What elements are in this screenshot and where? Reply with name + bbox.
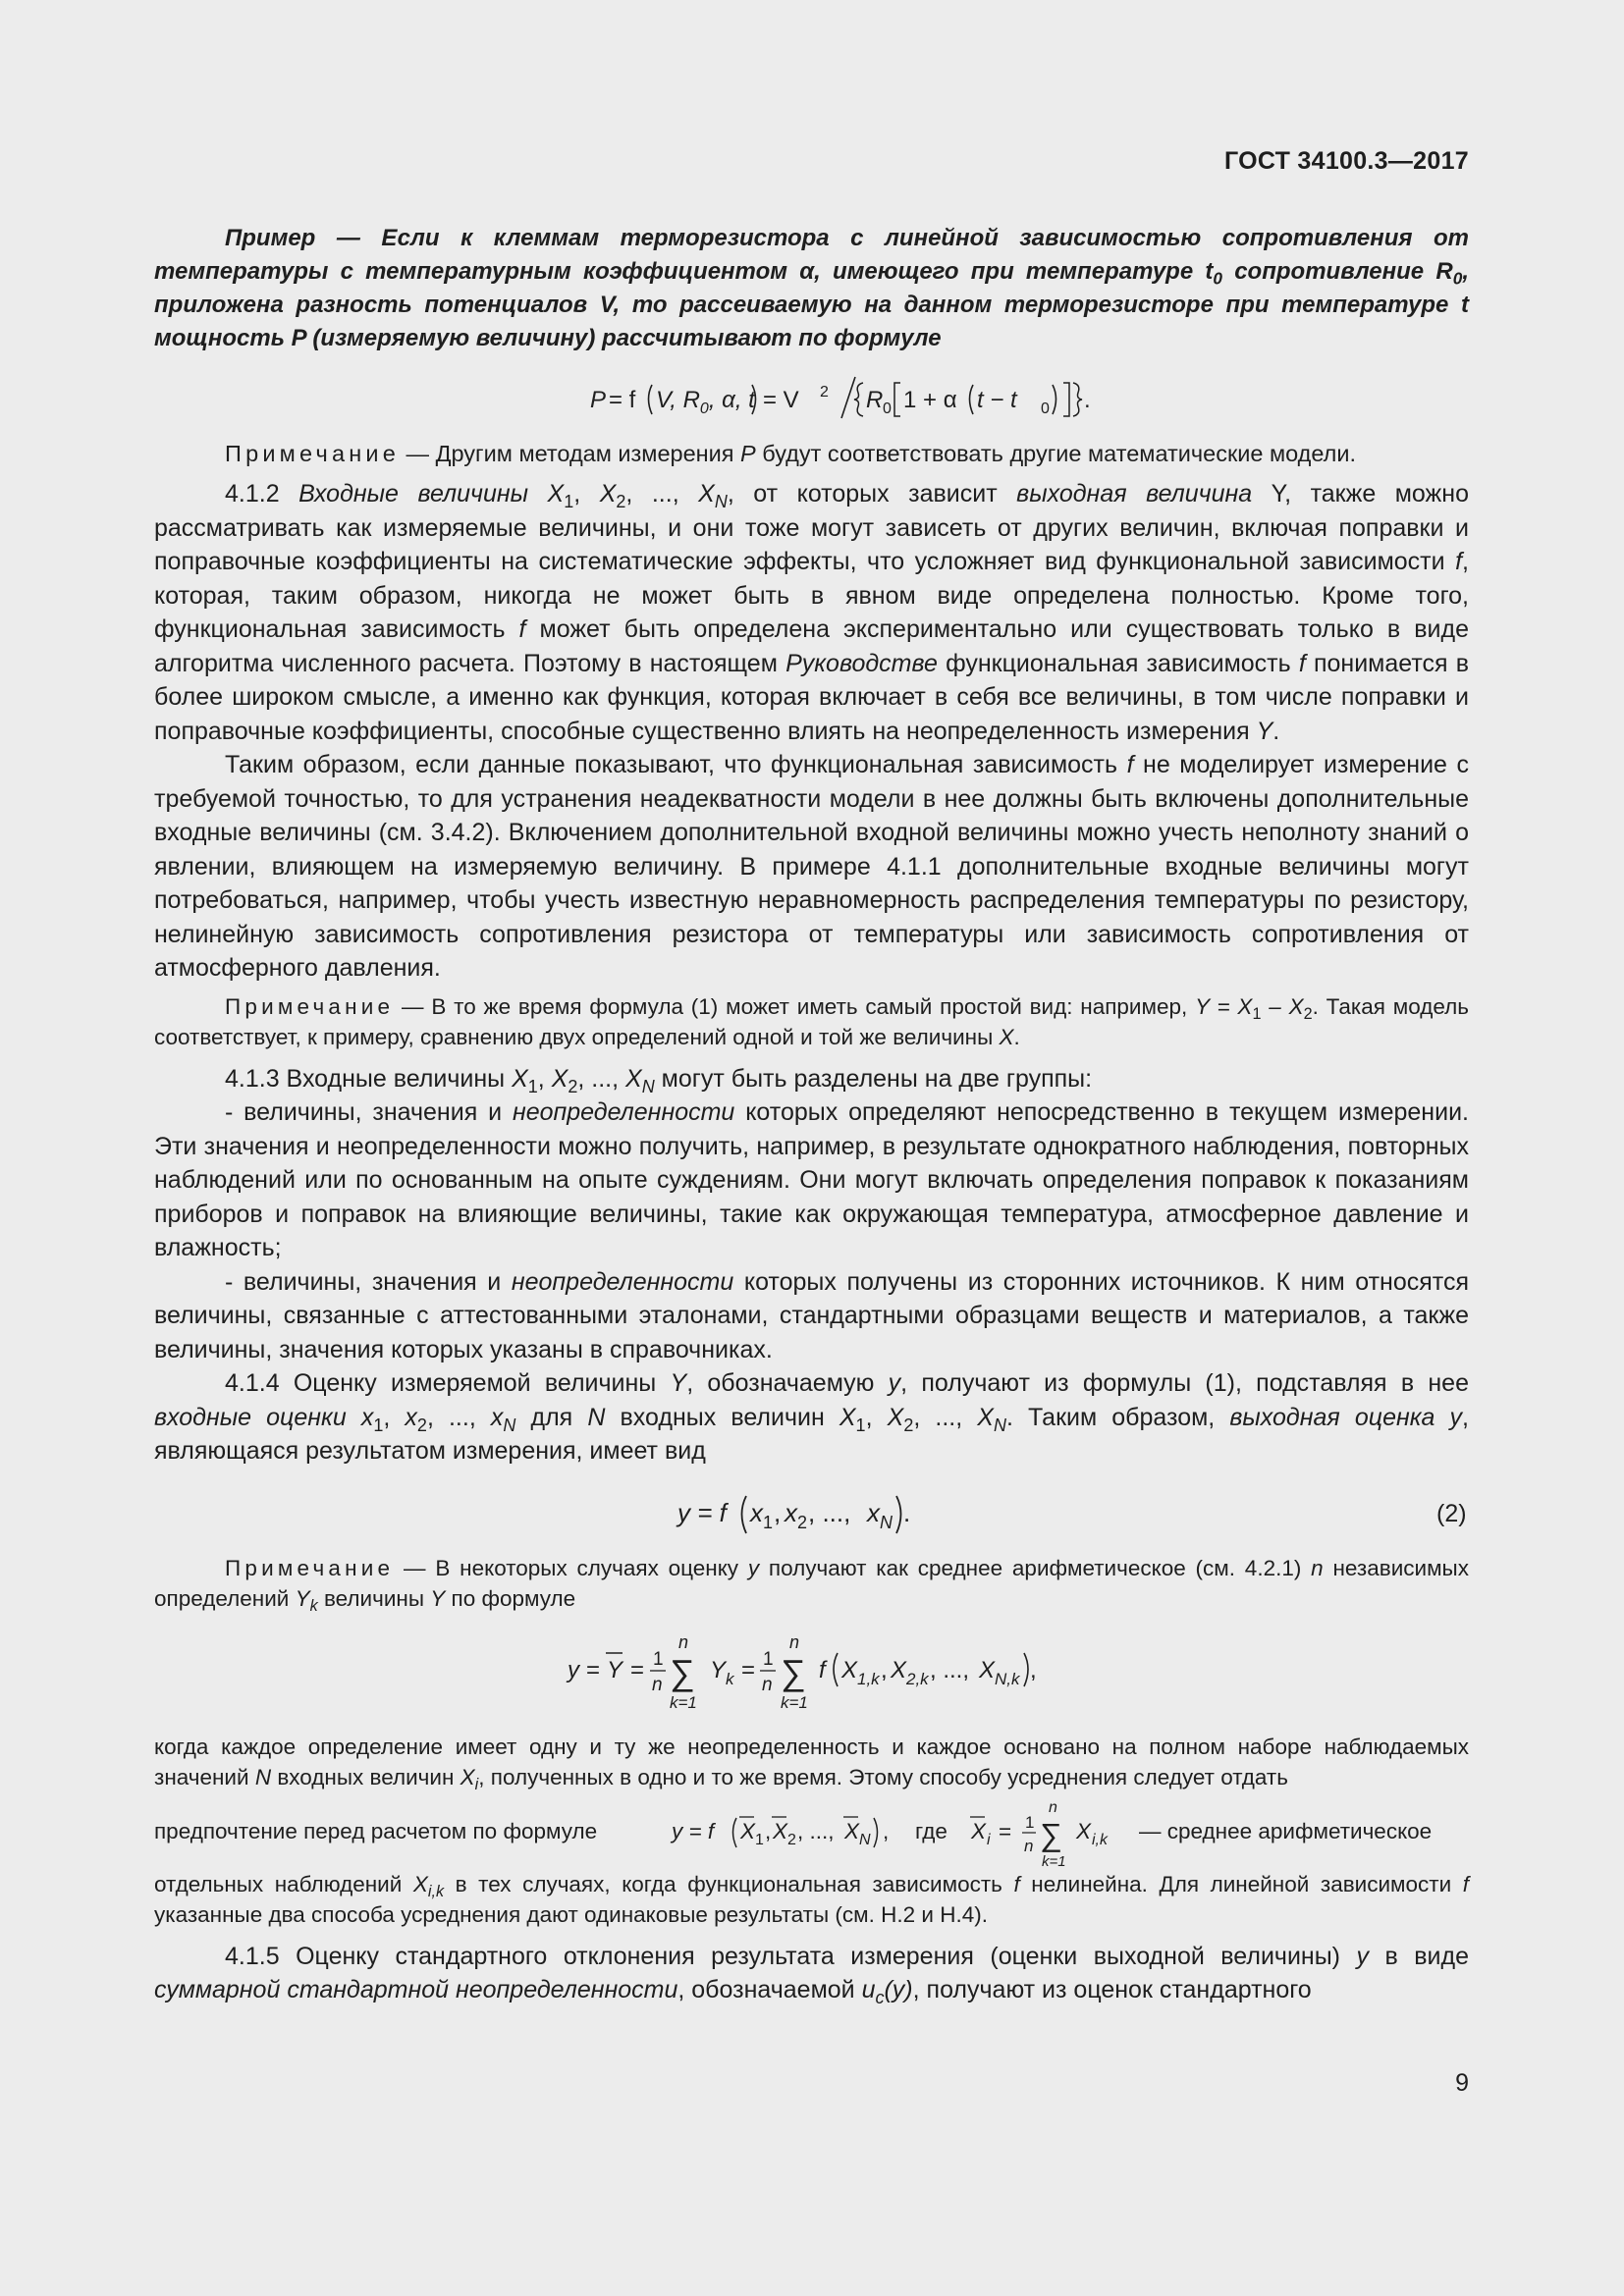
svg-text:.: . — [1084, 387, 1091, 413]
svg-text:i: i — [987, 1831, 991, 1848]
svg-text:x: x — [750, 1497, 763, 1527]
equation-number: (2) — [1436, 1499, 1467, 1527]
section-4-1-4: 4.1.4 Оценку измеряемой величины Y, обозначаемую y, получают из формулы (1), подставляя в нее входные оценки $x_1$, $x_2$, ..., $x_N$ для N входных величин $X_1$, $X_2$, ..., $X_N$. Таким образом, выходная оценка y, являющаяся результатом измерения, имеет вид — [154, 1369, 1469, 1465]
svg-text:∑: ∑ — [781, 1651, 806, 1692]
formula-power — [154, 355, 1469, 436]
svg-text:1 + α: 1 + α — [903, 387, 957, 413]
svg-text:y: y — [568, 1656, 579, 1683]
svg-text:,: , — [881, 1656, 888, 1683]
svg-text:n: n — [1024, 1836, 1034, 1855]
svg-text:∑: ∑ — [670, 1651, 695, 1692]
svg-text:k=1: k=1 — [781, 1692, 808, 1712]
svg-text:n: n — [678, 1631, 689, 1652]
svg-text:k=1: k=1 — [1042, 1852, 1066, 1869]
svg-text:,: , — [774, 1497, 782, 1527]
svg-text:где: где — [915, 1818, 947, 1843]
svg-text:1: 1 — [653, 1648, 664, 1670]
document-header: ГОСТ 34100.3—2017 — [1223, 147, 1469, 175]
svg-text:y = f: y = f — [677, 1497, 727, 1527]
paragraph-nonlinear: отдельных наблюдений $X_{i,k}$ в тех случаях, когда функциональная зависимость f нелинейна. Для линейной зависимости f указанные два способа усреднения дают одинаковые результаты (см. Н.2 и Н.4). — [154, 1871, 1470, 1927]
svg-text:0: 0 — [1041, 400, 1050, 417]
svg-text:,: , — [765, 1818, 772, 1843]
svg-text:n: n — [652, 1674, 663, 1695]
section-4-1-3: 4.1.3 Входные величины $X_1$, $X_2$, ..., $X_N$ могут быть разделены на две группы: — [225, 1064, 1093, 1096]
svg-text:X: X — [844, 1818, 860, 1843]
svg-text:k=1: k=1 — [670, 1692, 697, 1712]
bullet-direct-measurement: - величины, значения и неопределенности которых определяют непосредственно в текущем измерении. Эти значения и неопределенности можно получить, например, в результате однократного наблюдения, повторных наблюдений или по основанным на опыте суждениям. Они могут включать определения поправок к показаниям приборов и поправок на влияющие величины, такие как окружающая температура, атмосферное давление и влажность; — [154, 1098, 1469, 1261]
svg-text:1: 1 — [763, 1648, 774, 1670]
svg-text:=: = — [741, 1656, 756, 1683]
svg-text:1: 1 — [763, 1512, 774, 1532]
svg-text:X: X — [1076, 1818, 1092, 1843]
svg-text:n: n — [1049, 1798, 1057, 1816]
svg-text:1: 1 — [755, 1831, 764, 1848]
note-formula-simple: Примечание — В то же время формула (1) может иметь самый простой вид: например, $Y = X_1 - X_2$. Такая модель соответствует, к примеру, сравнению двух определений одной и той же величины X. — [154, 993, 1469, 1049]
svg-text:N: N — [859, 1831, 871, 1848]
formula-args: V, $R_0$, α, t — [656, 387, 755, 417]
svg-text:i,k: i,k — [1092, 1831, 1108, 1848]
svg-text:=: = — [630, 1656, 645, 1683]
example-lead: Пример — [225, 225, 316, 251]
formula-mean-svg — [154, 1614, 1469, 1732]
section-4-1-2: 4.1.2 Входные величины $X_1$, $X_2$, ..., $X_N$, от которых зависит выходная величина Y, также можно рассматривать как измеряемые величины, и они тоже могут зависеть от других величин, включая поправки и поправочные коэффициенты на систематические эффекты, что усложняет вид функциональной зависимости f, которая, таким образом, никогда не может быть в явном виде определена полностью. Кроме того, функциональная зависимость f может быть определена экспериментально или существовать только в виде алгоритма численного расчета. Поэтому в настоящем Руководстве функциональная зависимость f понимается в более широком смысле, а именно как функция, которая включает в себя все величины, в том числе поправки и поправочные коэффициенты, способные существенно влиять на неопределенность измерения Y. — [154, 480, 1469, 745]
paragraph-mean-condition: когда каждое определение имеет одну и ту же неопределенность и каждое основано на полном наборе наблюдаемых значений N входных величин $X_i$, полученных в одно и то же время. Этому способу усреднения следует отдать — [154, 1734, 1469, 1793]
svg-text:1: 1 — [1025, 1812, 1035, 1832]
svg-text:Y: Y — [710, 1656, 727, 1683]
svg-text:N,k: N,k — [995, 1669, 1020, 1688]
note-label: Примечание — [225, 1555, 395, 1580]
paragraph-additional-inputs: Таким образом, если данные показывают, что функциональная зависимость f не моделирует измерение с требуемой точностью, то для устранения неадекватности модели в нее должны быть включены дополнительные входные величины (см. 3.4.2). Включением дополнительной входной величины можно учесть неполноту знаний о явлении, влияющем на измеряемую величину. В примере 4.1.1 дополнительные входные величины могут потребоваться, например, чтобы учесть известную неравномерность распределения температуры по резистору, нелинейную зависимость сопротивления резистора от температуры или зависимость сопротивления от атмосферного давления. — [154, 751, 1469, 982]
note-arithmetic-mean: Примечание — В некоторых случаях оценку y получают как среднее арифметическое (см. 4.2.1) n независимых определений $Y_k$ величины Y по формуле — [154, 1555, 1469, 1615]
svg-text:2,k: 2,k — [906, 1669, 929, 1688]
svg-text:X: X — [971, 1818, 987, 1843]
svg-text:f: f — [819, 1656, 826, 1683]
svg-text:2: 2 — [797, 1512, 808, 1532]
formula-eq-v: = V — [763, 387, 799, 413]
svg-text:,: , — [1030, 1656, 1037, 1683]
example-paragraph: Пример — Если к клеммам терморезистора с линейной зависимостью сопротивления от температуры с температурным коэффициентом α, имеющего при температуре $t_0$ сопротивление $R_0$, приложена разность потенциалов V, то рассеиваемую на данном терморезисторе при температуре t мощность P (измеряемую величину) рассчитывают по формуле — [154, 225, 1469, 351]
formula-output-estimate — [154, 1468, 1469, 1553]
svg-text:, ...,: , ..., — [808, 1497, 851, 1527]
svg-text:x: x — [785, 1497, 797, 1527]
svg-text:2: 2 — [787, 1831, 796, 1848]
page-number: 9 — [1455, 2069, 1469, 2097]
paragraph-preference-line — [154, 1792, 1469, 1869]
svg-text:=: = — [999, 1818, 1012, 1843]
svg-text:y = f: y = f — [672, 1818, 715, 1843]
formula-output-svg — [154, 1468, 1469, 1553]
note-label: Примечание — [225, 441, 401, 466]
svg-text:X: X — [740, 1818, 756, 1843]
svg-text:.: . — [903, 1497, 911, 1527]
svg-text:N: N — [880, 1512, 893, 1532]
svg-text:, ...,: , ..., — [930, 1656, 970, 1683]
svg-text:t − t: t − t — [977, 387, 1017, 413]
svg-text:n: n — [762, 1674, 773, 1695]
note-label: Примечание — [225, 993, 395, 1019]
svg-text:Y: Y — [607, 1656, 623, 1683]
formula-r0: R — [866, 387, 884, 413]
formula-eq-f: = f — [609, 387, 636, 413]
formula-mean — [154, 1614, 1469, 1732]
formula-p: P — [590, 387, 607, 413]
section-4-1-5: 4.1.5 Оценку стандартного отклонения результата измерения (оценки выходной величины) y в виде суммарной стандартной неопределенности, обозначаемой $u_c(y)$, получают из оценок стандартного — [154, 1942, 1469, 2007]
bullet-external-sources: - величины, значения и неопределенности которых получены из сторонних источников. К ним относятся величины, связанные с аттестованными эталонами, стандартными образцами веществ и материалов, а также величины, значения которых указаны в справочниках. — [154, 1267, 1469, 1363]
svg-text:X: X — [979, 1656, 996, 1683]
page-body — [154, 222, 1469, 2007]
svg-text:1,k: 1,k — [857, 1669, 880, 1688]
svg-text:k: k — [726, 1669, 734, 1688]
svg-text:— среднее арифметическое: — среднее арифметическое — [1139, 1818, 1433, 1843]
svg-text:X: X — [841, 1656, 858, 1683]
svg-text:,: , — [883, 1818, 890, 1843]
svg-text:X: X — [891, 1656, 907, 1683]
svg-text:предпочтение перед расчетом по: предпочтение перед расчетом по формуле — [154, 1818, 598, 1843]
note-other-methods: Примечание — Другим методам измерения P будут соответствовать другие математические модели. — [225, 441, 1357, 466]
svg-text:2: 2 — [820, 384, 829, 400]
svg-text:0: 0 — [883, 400, 892, 417]
svg-text:=: = — [586, 1656, 601, 1683]
svg-text:x: x — [867, 1497, 880, 1527]
svg-text:∑: ∑ — [1040, 1816, 1062, 1852]
svg-text:, ...,: , ..., — [797, 1818, 835, 1843]
svg-text:n: n — [789, 1631, 800, 1652]
formula-power-svg — [154, 355, 1469, 436]
svg-text:X: X — [773, 1818, 788, 1843]
inline-formulas-svg — [154, 1792, 1469, 1869]
